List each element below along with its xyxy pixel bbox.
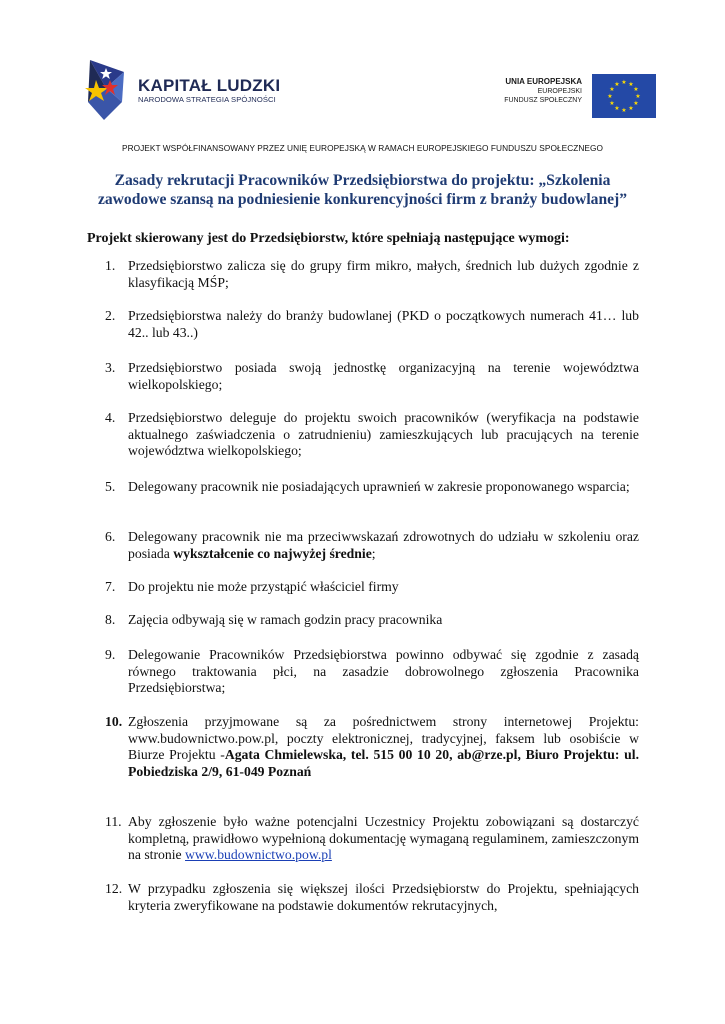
list-item (105, 814, 639, 864)
list-item-number: 2. (105, 308, 116, 323)
kapital-ludzki-emblem-icon (84, 58, 138, 122)
project-contact: Agata Chmielewska, tel. 515 00 10 20, ab@rze.pl, Biuro Projektu: ul. Pobiedziska 2/9, 61-049 Poznań (128, 747, 639, 779)
list-item (105, 258, 639, 291)
list-item-number: 4. (105, 410, 116, 425)
document-title (70, 171, 655, 209)
eu-flag-icon (592, 74, 656, 118)
kapital-ludzki-title: KAPITAŁ LUDZKI (138, 76, 281, 95)
intro-paragraph: Projekt skierowany jest do Przedsiębiorstw, które spełniają następujące wymogi: (87, 231, 570, 246)
list-item-text: Przedsiębiorstwa należy do branży budowlanej (PKD o początkowych numerach 41… lub 42.. lub 43..) (128, 308, 639, 340)
list-item (105, 647, 639, 697)
kapital-ludzki-logo (84, 58, 284, 122)
list-item-text: Delegowany pracownik nie posiadających uprawnień w zakresie proponowanego wsparcia; (128, 479, 630, 494)
list-item (105, 529, 639, 562)
list-item-text-part: ; (371, 545, 376, 561)
list-item-text (128, 529, 639, 562)
document-title-line1: Zasady rekrutacji Pracowników Przedsiębiorstwa do projektu: „Szkolenia (114, 172, 611, 189)
list-item (105, 579, 639, 596)
list-item-number: 8. (105, 612, 116, 627)
list-item-text: W przypadku zgłoszenia się większej ilości Przedsiębiorstw do Projektu, spełniających kryteria zweryfikowane na podstawie dokumentów rekrutacyjnych, (128, 881, 639, 913)
list-item-text-part: Zgłoszenia przyjmowane są za pośrednictwem strony internetowej Projektu: www.budownictwo.pow.pl, poczty elektronicznej, tradycyjnej, faksem lub osobiście w Biurze Projektu - (128, 714, 639, 762)
list-item (105, 308, 639, 341)
list-item-number: 12. (105, 881, 123, 896)
list-item (105, 479, 639, 496)
eu-fund-line1: EUROPEJSKI (537, 88, 582, 95)
list-item-number: 7. (105, 579, 116, 594)
list-item-text: Przedsiębiorstwo deleguje do projektu swoich pracowników (weryfikacja na podstawie aktualnego zaświadczenia o zatrudnieniu) zamieszkujących lub pracujących na terenie województwa wielkopolskiego; (128, 410, 639, 458)
svg-text:★: ★ (628, 81, 634, 88)
list-item-text-part: Aby zgłoszenie było ważne potencjalni Uczestnicy Projektu zobowiązani są dostarczyć kompletną, prawidłowo wypełnioną dokumentację wymaganą regulaminem, zamieszczonym na stronie (128, 814, 639, 862)
kapital-ludzki-subtitle: NARODOWA STRATEGIA SPÓJNOŚCI (138, 95, 276, 104)
list-item (105, 410, 639, 460)
list-item-text: Przedsiębiorstwo zalicza się do grupy firm mikro, małych, średnich lub dużych zgodnie z klasyfikacją MŚP; (128, 258, 639, 290)
list-item-text (128, 814, 639, 864)
list-item (105, 612, 639, 629)
list-item-number: 1. (105, 258, 116, 273)
svg-text:★: ★ (628, 105, 634, 112)
list-item-number: 3. (105, 360, 116, 375)
svg-text:★: ★ (635, 93, 641, 100)
eu-title: UNIA EUROPEJSKA (505, 77, 582, 86)
svg-text:★: ★ (633, 86, 639, 93)
list-item-number: 5. (105, 479, 116, 494)
list-item-number: 6. (105, 529, 116, 544)
eu-fund-line2: FUNDUSZ SPOŁECZNY (504, 97, 582, 104)
website-link[interactable]: www.budownictwo.pow.pl (185, 847, 332, 862)
list-item-text: Delegowanie Pracowników Przedsiębiorstwa powinno odbywać się zgodnie z zasadą równego traktowania płci, na zasadzie dobrowolnego zgłoszenia Pracownika Przedsiębiorstwa; (128, 647, 639, 695)
education-requirement: wykształcenie co najwyżej średnie (173, 545, 372, 561)
svg-text:★: ★ (614, 81, 620, 88)
eu-logo (480, 74, 656, 118)
list-item-number: 11. (105, 814, 122, 829)
list-item-text: Do projektu nie może przystąpić właściciel firmy (128, 579, 399, 594)
list-item (105, 360, 639, 393)
list-item-text (128, 714, 639, 780)
list-item-text: Przedsiębiorstwo posiada swoją jednostkę organizacyjną na terenie województwa wielkopolskiego; (128, 360, 639, 392)
list-item-number: 9. (105, 647, 116, 662)
list-item-text-part: Delegowany pracownik nie ma przeciwwskazań zdrowotnych do udziału w szkoleniu oraz posiada (128, 529, 639, 561)
list-item (105, 881, 639, 914)
cofinancing-notice: PROJEKT WSPÓŁFINANSOWANY PRZEZ UNIĘ EUROPEJSKĄ W RAMACH EUROPEJSKIEGO FUNDUSZU SPOŁECZNEGO (121, 143, 604, 153)
svg-text:★: ★ (609, 86, 615, 93)
svg-text:★: ★ (621, 79, 627, 86)
svg-text:★: ★ (607, 93, 613, 100)
document-title-line2: zawodowe szansą na podniesienie konkurencyjności firm z branży budowlanej” (97, 191, 628, 208)
svg-text:★: ★ (621, 107, 627, 114)
svg-text:★: ★ (614, 105, 620, 112)
svg-text:★: ★ (609, 100, 615, 107)
list-item (105, 714, 639, 780)
list-item-text: Zajęcia odbywają się w ramach godzin pracy pracownika (128, 612, 443, 627)
list-item-number: 10. (105, 714, 123, 729)
svg-text:★: ★ (633, 100, 639, 107)
